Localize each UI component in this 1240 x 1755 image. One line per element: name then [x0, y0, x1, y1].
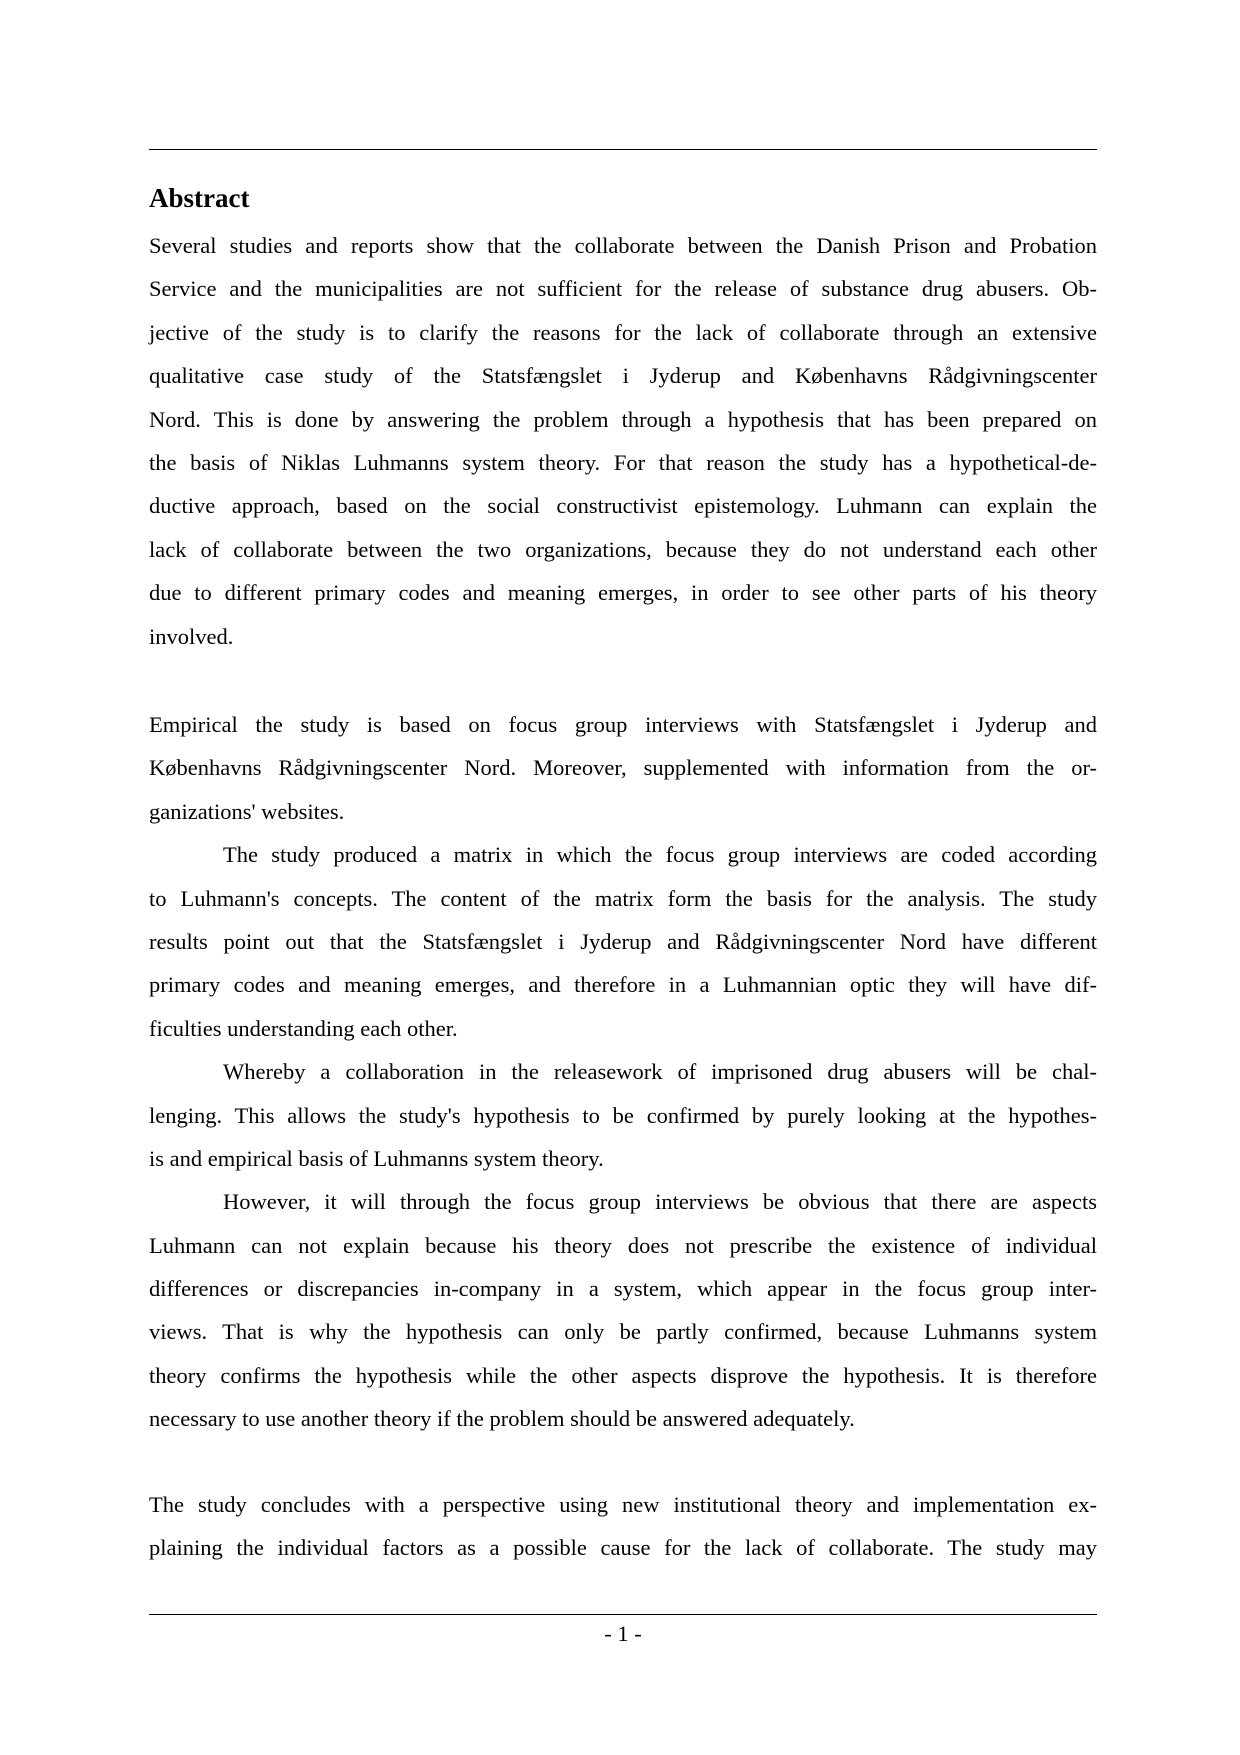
text-line: Nord. This is done by answering the problem through a hypothesis that has been prepared on — [149, 406, 1097, 432]
text-line: Several studies and reports show that the collaborate between the Danish Prison and Probation — [149, 233, 1097, 258]
abstract-paragraph-1 — [149, 224, 1097, 658]
text-line: is and empirical basis of Luhmanns system theory. — [149, 1145, 604, 1171]
footer-rule — [149, 1614, 1097, 1615]
text-line: Københavns Rådgivningscenter Nord. Moreover, supplemented with information from the or- — [149, 755, 1097, 781]
text-line: However, it will through the focus group interviews be obvious that there are aspects — [223, 1189, 1097, 1215]
section-heading: Abstract — [149, 183, 250, 213]
abstract-paragraph-3 — [149, 1483, 1097, 1570]
text-line: differences or discrepancies in-company in a system, which appear in the focus group inter- — [149, 1276, 1097, 1302]
text-line: primary codes and meaning emerges, and therefore in a Luhmannian optic they will have dif- — [149, 972, 1097, 998]
text-line: jective of the study is to clarify the reasons for the lack of collaborate through an extensive — [149, 319, 1097, 345]
text-line: ganizations' websites. — [149, 798, 345, 824]
abstract-paragraph-2 — [149, 703, 1097, 1441]
text-line: Service and the municipalities are not sufficient for the release of substance drug abusers. Ob- — [149, 276, 1097, 302]
text-line: theory confirms the hypothesis while the other aspects disprove the hypothesis. It is therefore — [149, 1362, 1097, 1388]
text-line: plaining the individual factors as a possible cause for the lack of collaborate. The study may — [149, 1535, 1097, 1561]
text-line: results point out that the Statsfængslet i Jyderup and Rådgivningscenter Nord have different — [149, 928, 1097, 954]
text-line: ductive approach, based on the social constructivist epistemology. Luhmann can explain the — [149, 493, 1097, 519]
header-rule — [149, 149, 1097, 150]
text-line: qualitative case study of the Statsfængslet i Jyderup and Københavns Rådgivningscenter — [149, 363, 1097, 389]
text-line: The study produced a matrix in which the focus group interviews are coded according — [223, 842, 1097, 868]
text-line: ficulties understanding each other. — [149, 1015, 458, 1041]
text-line: the basis of Niklas Luhmanns system theory. For that reason the study has a hypothetical-de- — [149, 449, 1097, 475]
page-number: - 1 - — [604, 1621, 642, 1646]
text-line: The study concludes with a perspective using new institutional theory and implementation ex- — [149, 1492, 1097, 1517]
text-line: views. That is why the hypothesis can only be partly confirmed, because Luhmanns system — [149, 1319, 1097, 1345]
text-line: involved. — [149, 623, 234, 649]
text-line: lack of collaborate between the two organizations, because they do not understand each other — [149, 536, 1097, 562]
text-line: necessary to use another theory if the problem should be answered adequately. — [149, 1406, 855, 1432]
text-line: due to different primary codes and meaning emerges, in order to see other parts of his theory — [149, 580, 1097, 606]
text-line: to Luhmann's concepts. The content of the matrix form the basis for the analysis. The study — [149, 885, 1097, 911]
text-line: Luhmann can not explain because his theory does not prescribe the existence of individual — [149, 1232, 1097, 1258]
text-line: lenging. This allows the study's hypothesis to be confirmed by purely looking at the hypothes- — [149, 1102, 1097, 1128]
text-line: Whereby a collaboration in the releasework of imprisoned drug abusers will be chal- — [223, 1059, 1097, 1085]
text-line: Empirical the study is based on focus group interviews with Statsfængslet i Jyderup and — [149, 712, 1097, 737]
